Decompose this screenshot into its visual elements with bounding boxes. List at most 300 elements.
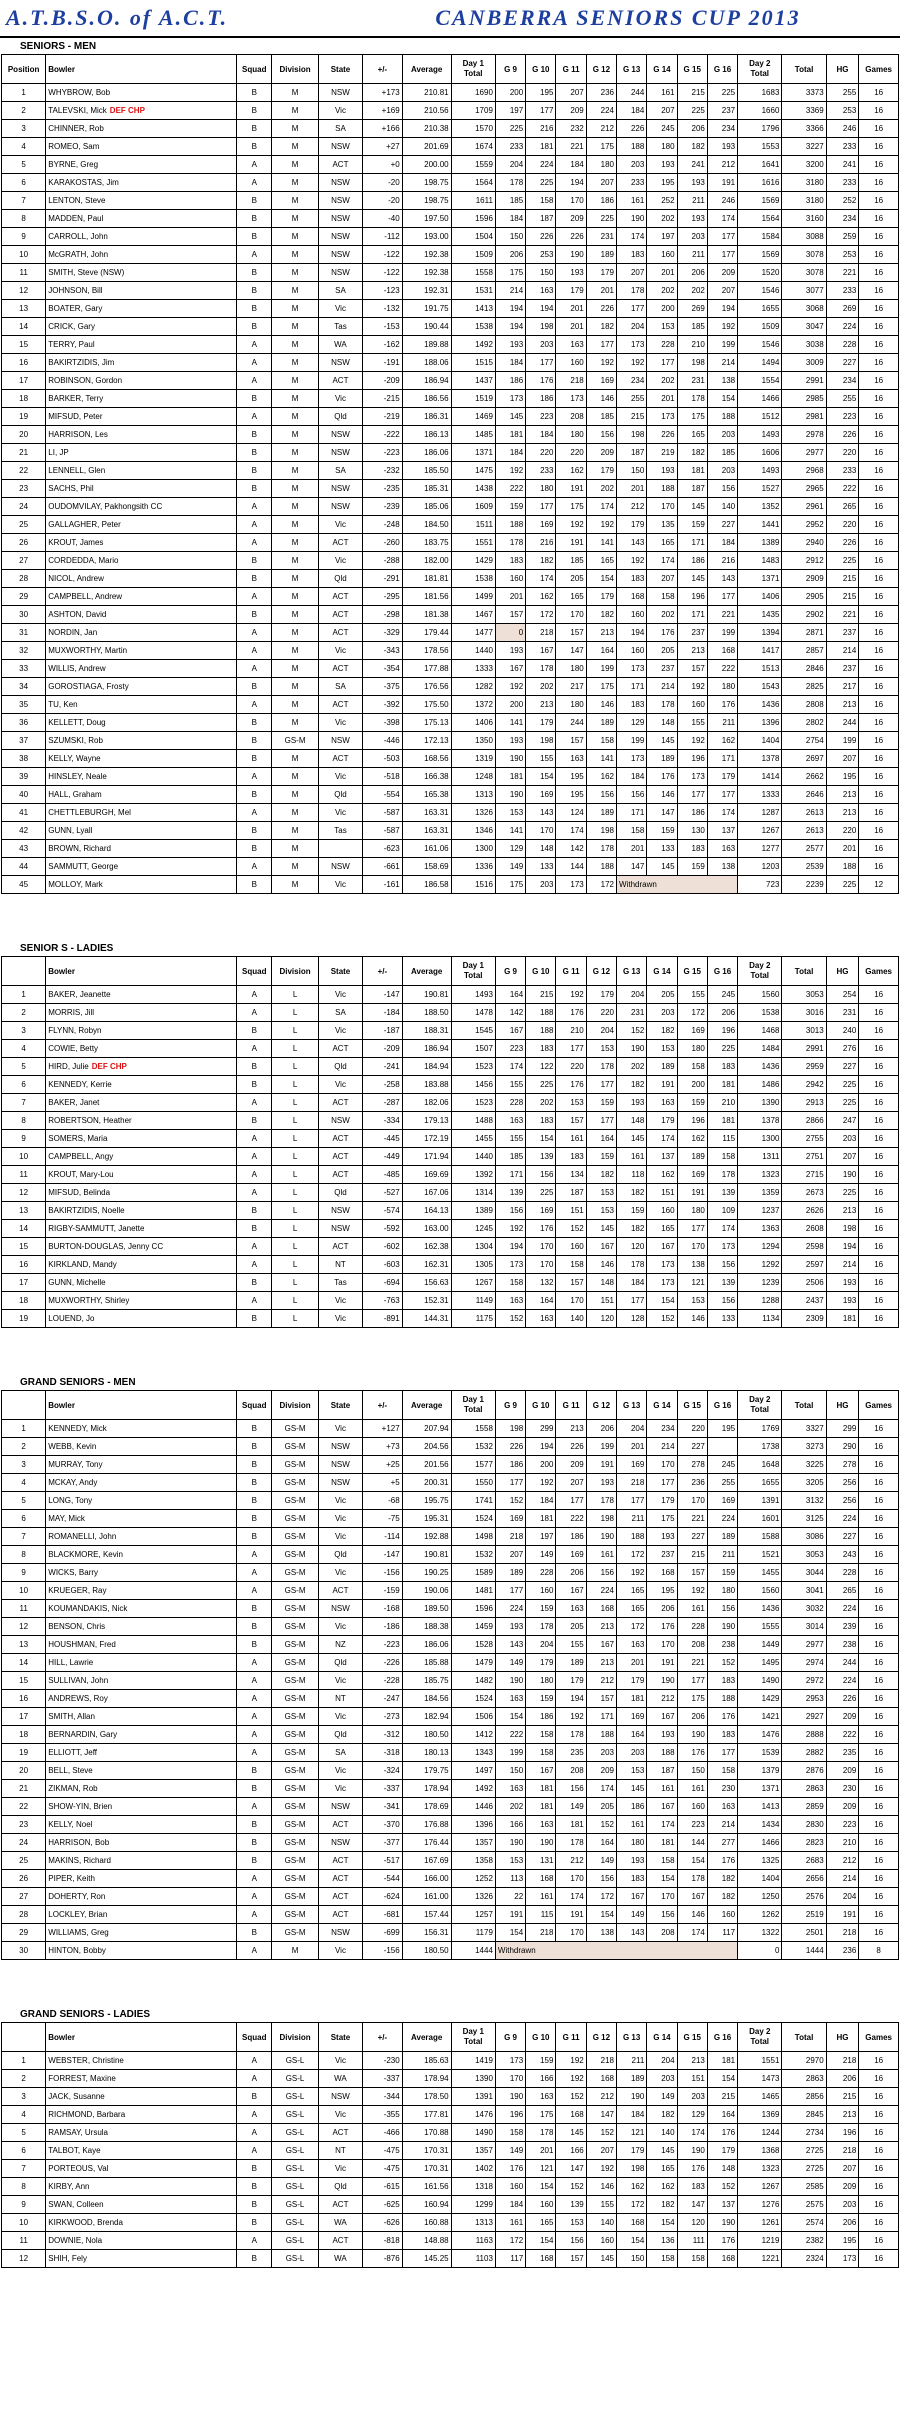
game-cell: 120 [677, 2214, 707, 2232]
game-cell: 159 [677, 858, 707, 876]
game-cell: 124 [556, 804, 586, 822]
withdrawn-cell: Withdrawn [495, 1942, 737, 1960]
state-cell: ACT [318, 156, 362, 174]
game-cell: 159 [617, 1202, 647, 1220]
position-cell: 6 [2, 1510, 46, 1528]
day2-cell: 1601 [738, 1510, 782, 1528]
game-cell: 192 [556, 986, 586, 1004]
division-cell: M [272, 264, 319, 282]
game-cell: 153 [586, 1040, 616, 1058]
game-cell: 225 [526, 174, 556, 192]
plusminus-cell: -187 [363, 1022, 403, 1040]
bowler-cell [46, 2196, 237, 2214]
game-cell: 170 [526, 1256, 556, 1274]
state-cell: ACT [318, 750, 362, 768]
games-cell: 16 [859, 1166, 899, 1184]
bowler-cell [46, 480, 237, 498]
table-row [2, 1690, 899, 1708]
hg-cell: 238 [826, 1636, 859, 1654]
day1-cell: 1446 [451, 1798, 495, 1816]
game-cell: 220 [526, 444, 556, 462]
squad-cell: B [237, 2250, 272, 2268]
plusminus-header: +/- [363, 55, 403, 84]
game-cell: 156 [495, 1202, 525, 1220]
plusminus-cell: +173 [363, 84, 403, 102]
game-cell: 156 [586, 1564, 616, 1582]
game-cell: 182 [707, 1870, 737, 1888]
game-cell: 155 [677, 714, 707, 732]
bowler-name: SWAN, Colleen [48, 2200, 104, 2209]
day2-cell: 1769 [738, 1420, 782, 1438]
game-cell: 152 [556, 2088, 586, 2106]
squad-cell: B [237, 1274, 272, 1292]
average-cell: 185.31 [402, 480, 451, 498]
game-cell: 190 [677, 1726, 707, 1744]
state-cell: NSW [318, 1220, 362, 1238]
day2-cell: 1520 [738, 264, 782, 282]
bowler-header: Bowler [46, 1391, 237, 1420]
game-cell: 183 [526, 1040, 556, 1058]
plusminus-cell: -209 [363, 1040, 403, 1058]
games-cell: 16 [859, 1022, 899, 1040]
day1-cell: 1545 [451, 1022, 495, 1040]
game-cell: 165 [647, 2160, 677, 2178]
bowler-name: BAKIRTZIDIS, Jim [48, 358, 115, 367]
game-cell: 138 [677, 1256, 707, 1274]
game-cell: 216 [526, 120, 556, 138]
game-header-12: G 12 [586, 1391, 616, 1420]
game-cell: 201 [617, 1654, 647, 1672]
bowler-cell [46, 1618, 237, 1636]
plusminus-cell: -226 [363, 1654, 403, 1672]
day1-cell: 1300 [451, 840, 495, 858]
total-cell: 2382 [782, 2232, 826, 2250]
day2-cell: 1333 [738, 786, 782, 804]
plusminus-cell: -287 [363, 1094, 403, 1112]
plusminus-cell: -446 [363, 732, 403, 750]
plusminus-cell: -75 [363, 1510, 403, 1528]
division-cell: GS-M [272, 1780, 319, 1798]
game-header-12: G 12 [586, 957, 616, 986]
state-cell: Vic [318, 1528, 362, 1546]
day1-cell: 1538 [451, 570, 495, 588]
day1-cell: 1282 [451, 678, 495, 696]
average-cell: 198.75 [402, 192, 451, 210]
division-cell: GS-M [272, 732, 319, 750]
game-cell: 187 [526, 210, 556, 228]
state-cell: NSW [318, 174, 362, 192]
game-cell: 199 [617, 732, 647, 750]
game-cell: 192 [586, 354, 616, 372]
state-cell: ACT [318, 372, 362, 390]
table-row [2, 1238, 899, 1256]
game-cell: 151 [677, 2070, 707, 2088]
total-cell: 2673 [782, 1184, 826, 1202]
average-cell: 186.31 [402, 408, 451, 426]
hg-cell: 195 [826, 2232, 859, 2250]
game-cell: 154 [647, 1870, 677, 1888]
state-cell: ACT [318, 606, 362, 624]
average-cell: 156.63 [402, 1274, 451, 1292]
bowler-name: MCKAY, Andy [48, 1478, 98, 1487]
game-cell: 206 [495, 246, 525, 264]
average-cell: 170.31 [402, 2142, 451, 2160]
games-cell: 8 [859, 1942, 899, 1960]
total-cell: 2574 [782, 2214, 826, 2232]
day1-cell: 1257 [451, 1906, 495, 1924]
game-cell: 277 [707, 1834, 737, 1852]
state-header: State [318, 1391, 362, 1420]
average-cell: 185.75 [402, 1672, 451, 1690]
game-cell: 170 [556, 1870, 586, 1888]
game-cell: 139 [526, 1148, 556, 1166]
state-cell: NSW [318, 228, 362, 246]
state-cell: ACT [318, 2232, 362, 2250]
state-cell: NT [318, 1690, 362, 1708]
games-cell: 16 [859, 2124, 899, 2142]
game-cell: 164 [617, 1726, 647, 1744]
game-cell: 120 [586, 1310, 616, 1328]
squad-header: Squad [237, 55, 272, 84]
position-cell: 1 [2, 84, 46, 102]
day2-cell: 1796 [738, 120, 782, 138]
game-cell: 207 [586, 2142, 616, 2160]
day1-header: Day 1 Total [451, 2023, 495, 2052]
game-cell: 177 [526, 102, 556, 120]
game-cell: 160 [556, 354, 586, 372]
game-cell: 197 [647, 228, 677, 246]
day2-cell: 1468 [738, 1022, 782, 1040]
squad-cell: B [237, 1456, 272, 1474]
table-row [2, 372, 899, 390]
game-cell: 159 [526, 1600, 556, 1618]
hg-header: HG [826, 55, 859, 84]
game-cell: 162 [707, 732, 737, 750]
table-row [2, 210, 899, 228]
games-cell: 16 [859, 2052, 899, 2070]
results-table [1, 2022, 899, 2268]
game-cell: 160 [647, 1202, 677, 1220]
game-cell: 221 [556, 138, 586, 156]
position-cell: 17 [2, 1274, 46, 1292]
position-cell: 3 [2, 2088, 46, 2106]
game-cell: 189 [647, 750, 677, 768]
game-cell: 140 [556, 1310, 586, 1328]
game-cell: 161 [495, 2214, 525, 2232]
position-cell: 4 [2, 1474, 46, 1492]
bowler-name: ANDREWS, Roy [48, 1694, 108, 1703]
day2-cell: 1219 [738, 2232, 782, 2250]
squad-cell: B [237, 570, 272, 588]
game-cell: 213 [526, 696, 556, 714]
day2-cell: 1394 [738, 624, 782, 642]
day1-cell: 1402 [451, 2160, 495, 2178]
day1-cell: 1419 [451, 2052, 495, 2070]
day2-cell: 1389 [738, 534, 782, 552]
game-cell: 135 [647, 516, 677, 534]
day2-cell: 1494 [738, 354, 782, 372]
games-cell: 16 [859, 570, 899, 588]
game-cell: 199 [495, 1744, 525, 1762]
bowler-name: KROUT, Mary-Lou [48, 1170, 114, 1179]
game-cell: 192 [617, 552, 647, 570]
game-cell: 209 [586, 444, 616, 462]
average-header: Average [402, 55, 451, 84]
bowler-name: ZIKMAN, Rob [48, 1784, 98, 1793]
hg-cell: 206 [826, 2070, 859, 2088]
table-row [2, 2214, 899, 2232]
total-cell: 2905 [782, 588, 826, 606]
game-cell: 177 [707, 786, 737, 804]
game-cell: 157 [556, 2250, 586, 2268]
state-cell: ACT [318, 2196, 362, 2214]
game-cell: 185 [495, 1148, 525, 1166]
hg-cell: 299 [826, 1420, 859, 1438]
division-cell: M [272, 498, 319, 516]
hg-cell: 256 [826, 1474, 859, 1492]
bowler-name: JOHNSON, Bill [48, 286, 103, 295]
plusminus-cell: -258 [363, 1076, 403, 1094]
champion-badge: DEF CHP [91, 1062, 127, 1071]
bowler-cell [46, 1310, 237, 1328]
day2-cell: 1436 [738, 1058, 782, 1076]
game-cell: 207 [556, 84, 586, 102]
games-header: Games [859, 2023, 899, 2052]
state-cell: Vic [318, 986, 362, 1004]
squad-cell: B [237, 390, 272, 408]
game-cell: 190 [556, 246, 586, 264]
games-cell: 16 [859, 750, 899, 768]
plusminus-cell: -153 [363, 318, 403, 336]
game-cell: 173 [617, 660, 647, 678]
average-cell: 161.56 [402, 2178, 451, 2196]
bowler-name: MORRIS, Jill [48, 1008, 95, 1017]
game-cell: 202 [647, 210, 677, 228]
game-cell: 156 [586, 786, 616, 804]
section-gap [0, 1328, 900, 1374]
game-cell: 190 [617, 2088, 647, 2106]
day1-cell: 1741 [451, 1492, 495, 1510]
game-cell: 205 [647, 986, 677, 1004]
day2-cell: 1406 [738, 588, 782, 606]
game-cell: 181 [495, 768, 525, 786]
bowler-cell [46, 1094, 237, 1112]
bowler-name: WEBSTER, Christine [48, 2056, 124, 2065]
game-cell: 168 [617, 588, 647, 606]
game-cell: 146 [677, 1310, 707, 1328]
division-cell: M [272, 282, 319, 300]
day1-cell: 1570 [451, 120, 495, 138]
day1-cell: 1611 [451, 192, 495, 210]
games-cell: 16 [859, 1528, 899, 1546]
game-cell: 177 [556, 1492, 586, 1510]
position-cell: 13 [2, 1202, 46, 1220]
game-cell: 201 [526, 2142, 556, 2160]
day1-cell: 1479 [451, 1654, 495, 1672]
division-cell: L [272, 1184, 319, 1202]
games-cell: 16 [859, 1852, 899, 1870]
average-cell: 175.50 [402, 696, 451, 714]
average-cell: 162.38 [402, 1238, 451, 1256]
table-row [2, 1726, 899, 1744]
game-cell: 193 [495, 732, 525, 750]
bowler-cell [46, 1292, 237, 1310]
bowler-name: MAKINS, Richard [48, 1856, 111, 1865]
position-cell: 26 [2, 534, 46, 552]
game-cell: 202 [586, 480, 616, 498]
table-row [2, 2088, 899, 2106]
hg-cell: 209 [826, 1708, 859, 1726]
state-cell: ACT [318, 1870, 362, 1888]
table-row [2, 876, 899, 894]
day2-cell: 1221 [738, 2250, 782, 2268]
game-cell: 212 [586, 2088, 616, 2106]
plusminus-cell: -398 [363, 714, 403, 732]
games-cell: 16 [859, 2142, 899, 2160]
section-title: GRAND SENIORS - MEN [20, 1377, 136, 1388]
game-cell: 170 [677, 1238, 707, 1256]
game-cell: 133 [707, 1310, 737, 1328]
day1-cell: 1519 [451, 390, 495, 408]
game-cell: 203 [647, 2070, 677, 2088]
state-cell: Qld [318, 408, 362, 426]
games-cell: 16 [859, 1510, 899, 1528]
game-cell: 208 [556, 408, 586, 426]
position-cell: 25 [2, 516, 46, 534]
game-cell: 163 [495, 1292, 525, 1310]
average-cell: 189.50 [402, 1600, 451, 1618]
game-cell: 181 [617, 1690, 647, 1708]
day1-cell: 1456 [451, 1076, 495, 1094]
day2-cell: 1683 [738, 84, 782, 102]
game-cell: 164 [586, 1130, 616, 1148]
day2-cell: 1352 [738, 498, 782, 516]
position-cell: 42 [2, 822, 46, 840]
total-cell: 3205 [782, 1474, 826, 1492]
plusminus-cell: -625 [363, 2196, 403, 2214]
table-row [2, 2124, 899, 2142]
hg-cell: 188 [826, 858, 859, 876]
position-cell: 17 [2, 372, 46, 390]
day2-cell: 1277 [738, 840, 782, 858]
game-cell: 180 [556, 696, 586, 714]
bowler-cell [46, 300, 237, 318]
hg-cell: 223 [826, 408, 859, 426]
squad-cell: A [237, 1798, 272, 1816]
game-cell: 147 [677, 2196, 707, 2214]
games-cell: 16 [859, 498, 899, 516]
game-cell: 192 [677, 1582, 707, 1600]
game-cell: 183 [707, 1058, 737, 1076]
bowler-header: Bowler [46, 2023, 237, 2052]
total-cell: 2697 [782, 750, 826, 768]
game-cell: 167 [617, 1888, 647, 1906]
day1-cell: 1467 [451, 606, 495, 624]
game-cell: 157 [495, 606, 525, 624]
day1-cell: 1523 [451, 1094, 495, 1112]
squad-cell: A [237, 354, 272, 372]
game-cell: 187 [677, 480, 707, 498]
total-cell: 3086 [782, 1528, 826, 1546]
hg-cell: 234 [826, 372, 859, 390]
plusminus-cell: -602 [363, 1238, 403, 1256]
game-cell: 181 [526, 138, 556, 156]
bowler-name: BLACKMORE, Kevin [48, 1550, 123, 1559]
game-cell: 153 [495, 804, 525, 822]
game-cell: 157 [556, 732, 586, 750]
game-cell: 182 [526, 552, 556, 570]
bowler-name: BROWN, Richard [48, 844, 111, 853]
squad-cell: A [237, 2124, 272, 2142]
game-cell: 178 [526, 2124, 556, 2142]
plusminus-cell: -392 [363, 696, 403, 714]
average-cell: 191.75 [402, 300, 451, 318]
game-cell: 156 [707, 480, 737, 498]
game-cell: 174 [617, 228, 647, 246]
game-cell: 196 [677, 1112, 707, 1130]
day2-cell: 1417 [738, 642, 782, 660]
games-cell: 16 [859, 1238, 899, 1256]
game-cell: 178 [677, 390, 707, 408]
game-cell: 173 [647, 408, 677, 426]
game-cell: 160 [495, 570, 525, 588]
games-cell: 16 [859, 678, 899, 696]
average-cell: 210.38 [402, 120, 451, 138]
day2-header: Day 2 Total [738, 957, 782, 986]
bowler-cell [46, 156, 237, 174]
hg-cell: 193 [826, 1274, 859, 1292]
game-cell: 225 [586, 210, 616, 228]
position-cell: 7 [2, 1094, 46, 1112]
game-cell: 209 [707, 264, 737, 282]
game-cell: 189 [586, 246, 616, 264]
game-header-15: G 15 [677, 55, 707, 84]
game-header-13: G 13 [617, 2023, 647, 2052]
total-cell: 2802 [782, 714, 826, 732]
bowler-cell [46, 228, 237, 246]
squad-cell: A [237, 156, 272, 174]
hg-cell: 212 [826, 1852, 859, 1870]
game-cell: 178 [647, 696, 677, 714]
total-cell: 2866 [782, 1112, 826, 1130]
position-cell: 11 [2, 1600, 46, 1618]
hg-cell: 225 [826, 552, 859, 570]
squad-cell: B [237, 480, 272, 498]
plusminus-cell: -114 [363, 1528, 403, 1546]
game-cell: 201 [556, 318, 586, 336]
plusminus-cell: -615 [363, 2178, 403, 2196]
game-cell: 204 [647, 2052, 677, 2070]
game-cell: 193 [495, 336, 525, 354]
bowler-cell [46, 588, 237, 606]
average-cell: 207.94 [402, 1420, 451, 1438]
day1-cell: 1506 [451, 1708, 495, 1726]
division-cell: M [272, 120, 319, 138]
game-cell: 199 [707, 336, 737, 354]
day2-cell: 1554 [738, 372, 782, 390]
division-cell: M [272, 408, 319, 426]
day2-cell: 1512 [738, 408, 782, 426]
game-cell: 161 [617, 1816, 647, 1834]
day2-cell: 1483 [738, 552, 782, 570]
state-cell: Vic [318, 102, 362, 120]
total-cell: 2825 [782, 678, 826, 696]
state-cell: Vic [318, 2052, 362, 2070]
plusminus-cell: -554 [363, 786, 403, 804]
game-cell: 170 [526, 1238, 556, 1256]
bowler-cell [46, 840, 237, 858]
game-cell: 147 [617, 858, 647, 876]
